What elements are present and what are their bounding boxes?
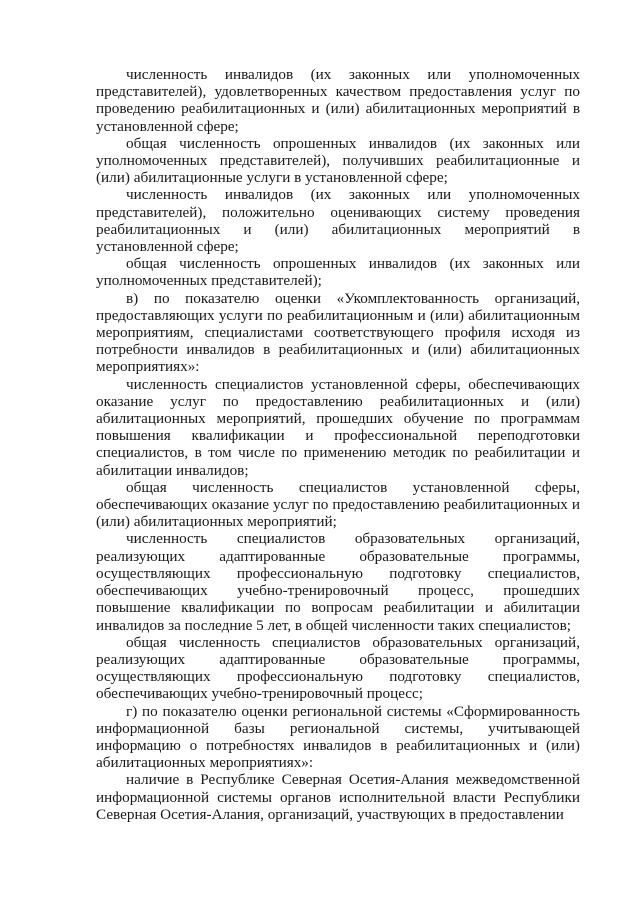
- paragraph: наличие в Республике Северная Осетия-Алания межведомственной информационной системы органов исполнительной власти Республики Северная Осетия-Алания, организаций, участвующих в предоставлении: [96, 771, 580, 823]
- paragraph: общая численность опрошенных инвалидов (их законных или уполномоченных представителей);: [96, 255, 580, 290]
- paragraph: численность инвалидов (их законных или уполномоченных представителей), положительно оценивающих систему проведения реабилитационных и (или) абилитационных мероприятий в установленной сфере;: [96, 186, 580, 256]
- paragraph: общая численность опрошенных инвалидов (их законных или уполномоченных представителей), получивших реабилитационные и (или) абилитационные услуги в установленной сфере;: [96, 134, 580, 187]
- paragraph: общая численность специалистов установленной сферы, обеспечивающих оказание услуг по предоставлению реабилитационных и (или) абилитационных мероприятий;: [96, 478, 580, 531]
- document-page: [96, 66, 580, 823]
- paragraph: численность инвалидов (их законных или уполномоченных представителей), удовлетворенных качеством предоставления услуг по проведению реабилитационных и (или) абилитационных мероприятий в установленной сфере;: [96, 66, 580, 135]
- paragraph: численность специалистов образовательных организаций, реализующих адаптированные образовательные программы, осуществляющих профессиональную подготовку специалистов, обеспечивающих учебно-тренировочный процесс, прошедших повышение квалификации по вопросам реабилитации и абилитации инвалидов за последние 5 лет, в общей численности таких специалистов;: [96, 530, 580, 634]
- paragraph: общая численность специалистов образовательных организаций, реализующих адаптированные образовательные программы, осуществляющих профессиональную подготовку специалистов, обеспечивающих учебно-тренировочный процесс;: [96, 633, 580, 703]
- paragraph: численность специалистов установленной сферы, обеспечивающих оказание услуг по предоставлению реабилитационных и (или) абилитационных мероприятий, прошедших обучение по программам повышения квалификации и профессиональной переподготовки специалистов, в том числе по применению методик по реабилитации и абилитации инвалидов;: [96, 375, 580, 479]
- paragraph: г) по показателю оценки региональной системы «Сформированность информационной базы региональной системы, учитывающей информацию о потребностях инвалидов в реабилитационных и (или) абилитационных мероприятиях»:: [96, 702, 580, 772]
- paragraph: в) по показателю оценки «Укомплектованность организаций, предоставляющих услуги по реабилитационным и (или) абилитационным мероприятиям, специалистами соответствующего профиля исходя из потребности инвалидов в реабилитационных и (или) абилитационных мероприятиях»:: [96, 289, 580, 376]
